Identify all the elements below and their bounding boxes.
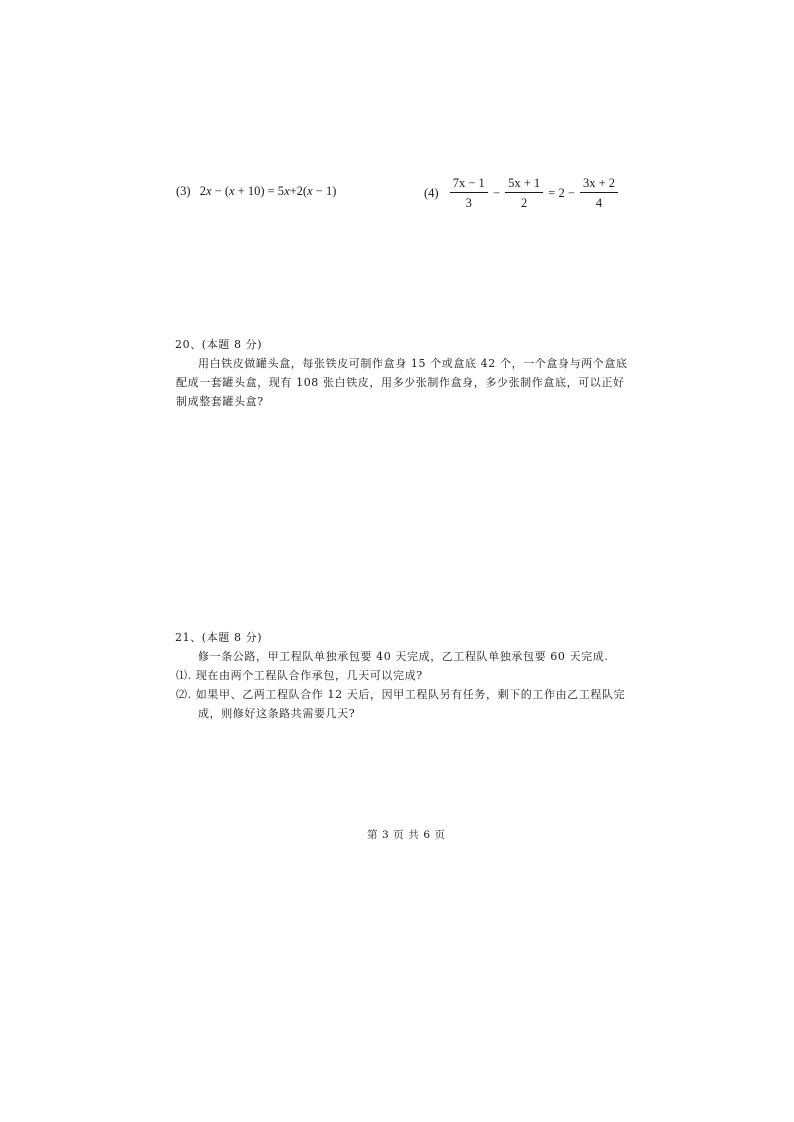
- question-21-header: 21、(本题 8 分): [175, 631, 263, 644]
- question-20-line-3: 制成整套罐头盒?: [176, 395, 264, 408]
- fraction-2: [505, 176, 543, 211]
- equation-3: [176, 184, 336, 199]
- page-number-footer: 第 3 页 共 6 页: [367, 829, 446, 841]
- question-21-part-2-line-1: ⑵. 如果甲、乙两工程队合作 12 天后，因甲工程队另有任务，剩下的工作由乙工程队完: [176, 688, 626, 701]
- question-20-line-1: 用白铁皮做罐头盒，每张铁皮可制作盒身 15 个或盒底 42 个，一个盒身与两个盒底: [198, 357, 628, 370]
- fraction-3: [580, 176, 618, 211]
- fraction-2-denominator: 2: [520, 196, 528, 210]
- question-21-part-1: ⑴. 现在由两个工程队合作承包，几天可以完成?: [176, 669, 423, 682]
- equation-3-expression: 2x − (x + 10) = 5x+2(x − 1): [199, 184, 337, 198]
- equation-4-label: (4): [424, 186, 439, 200]
- equation-3-label: (3): [176, 184, 191, 198]
- operator-equals: = 2 −: [548, 186, 575, 200]
- fraction-1-numerator: 7x − 1: [450, 176, 488, 193]
- question-21-part-2-line-2: 成，则修好这条路共需要几天?: [198, 707, 356, 720]
- fraction-3-numerator: 3x + 2: [580, 176, 618, 193]
- fraction-3-denominator: 4: [595, 196, 603, 210]
- fraction-1-denominator: 3: [465, 196, 472, 210]
- fraction-2-numerator: 5x + 1: [505, 176, 543, 193]
- question-20-header: 20、(本题 8 分): [175, 338, 263, 351]
- question-21-intro: 修一条公路，甲工程队单独承包要 40 天完成，乙工程队单独承包要 60 天完成.: [198, 650, 609, 663]
- question-20-line-2: 配成一套罐头盒，现有 108 张白铁皮，用多少张制作盒身，多少张制作盒底，可以正好: [176, 376, 625, 389]
- fraction-1: [450, 176, 488, 211]
- equation-4: [424, 176, 620, 211]
- operator-minus: −: [492, 186, 500, 200]
